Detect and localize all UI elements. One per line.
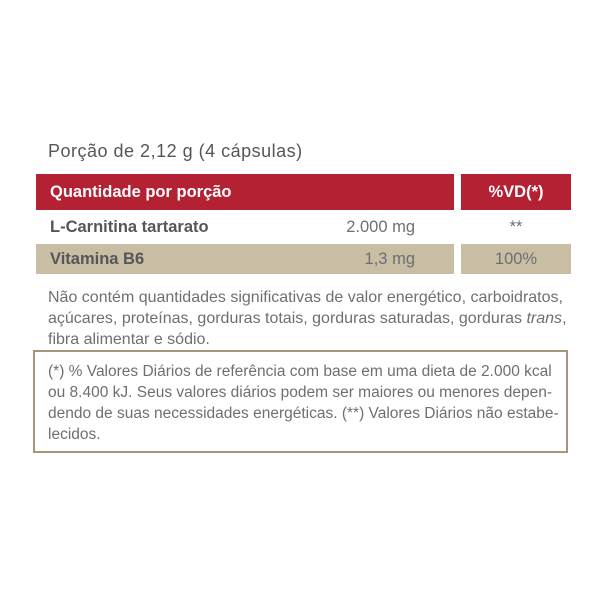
footnote-line: ou 8.400 kJ. Seus valores diários podem ser maiores ou menores depen- — [48, 384, 553, 401]
trans-italic-word: trans — [526, 310, 563, 327]
nutrient-cell — [36, 244, 454, 274]
nutrient-dv-value: 100% — [461, 244, 571, 274]
nutrient-amount: 2.000 mg — [346, 217, 415, 236]
nutrient-amount: 1,3 mg — [364, 249, 415, 268]
footnote-line: (*) % Valores Diários de referência com base em uma dieta de 2.000 kcal — [48, 363, 552, 380]
footnote-line: dendo de suas necessidades energéticas. (**) Valores Diários não estabe- — [48, 405, 559, 422]
table-row-l-carnitina — [36, 211, 571, 243]
note-line: Não contém quantidades significativas de valor energético, carboidratos, — [48, 289, 563, 306]
note-line: fibra alimentar e sódio. — [48, 331, 210, 348]
nutrient-name: Vitamina B6 — [50, 249, 145, 268]
nutrient-name: L-Carnitina tartarato — [50, 217, 209, 236]
daily-values-footnote-box — [33, 350, 568, 453]
nutrition-table — [36, 174, 571, 275]
table-row-vitamina-b6 — [36, 244, 571, 274]
header-percent-dv: %VD(*) — [461, 174, 571, 210]
header-quantity-per-serving: Quantidade por porção — [36, 174, 454, 210]
note-line: açúcares, proteínas, gorduras totais, gorduras saturadas, gorduras trans, — [48, 310, 567, 327]
nutrient-cell — [36, 211, 454, 243]
nutrient-dv-value: ** — [509, 217, 523, 236]
table-header-row — [36, 174, 571, 210]
insignificant-amounts-note — [48, 287, 567, 350]
footnote-line: lecidos. — [48, 426, 101, 443]
serving-size-text: Porção de 2,12 g (4 cápsulas) — [48, 141, 303, 161]
